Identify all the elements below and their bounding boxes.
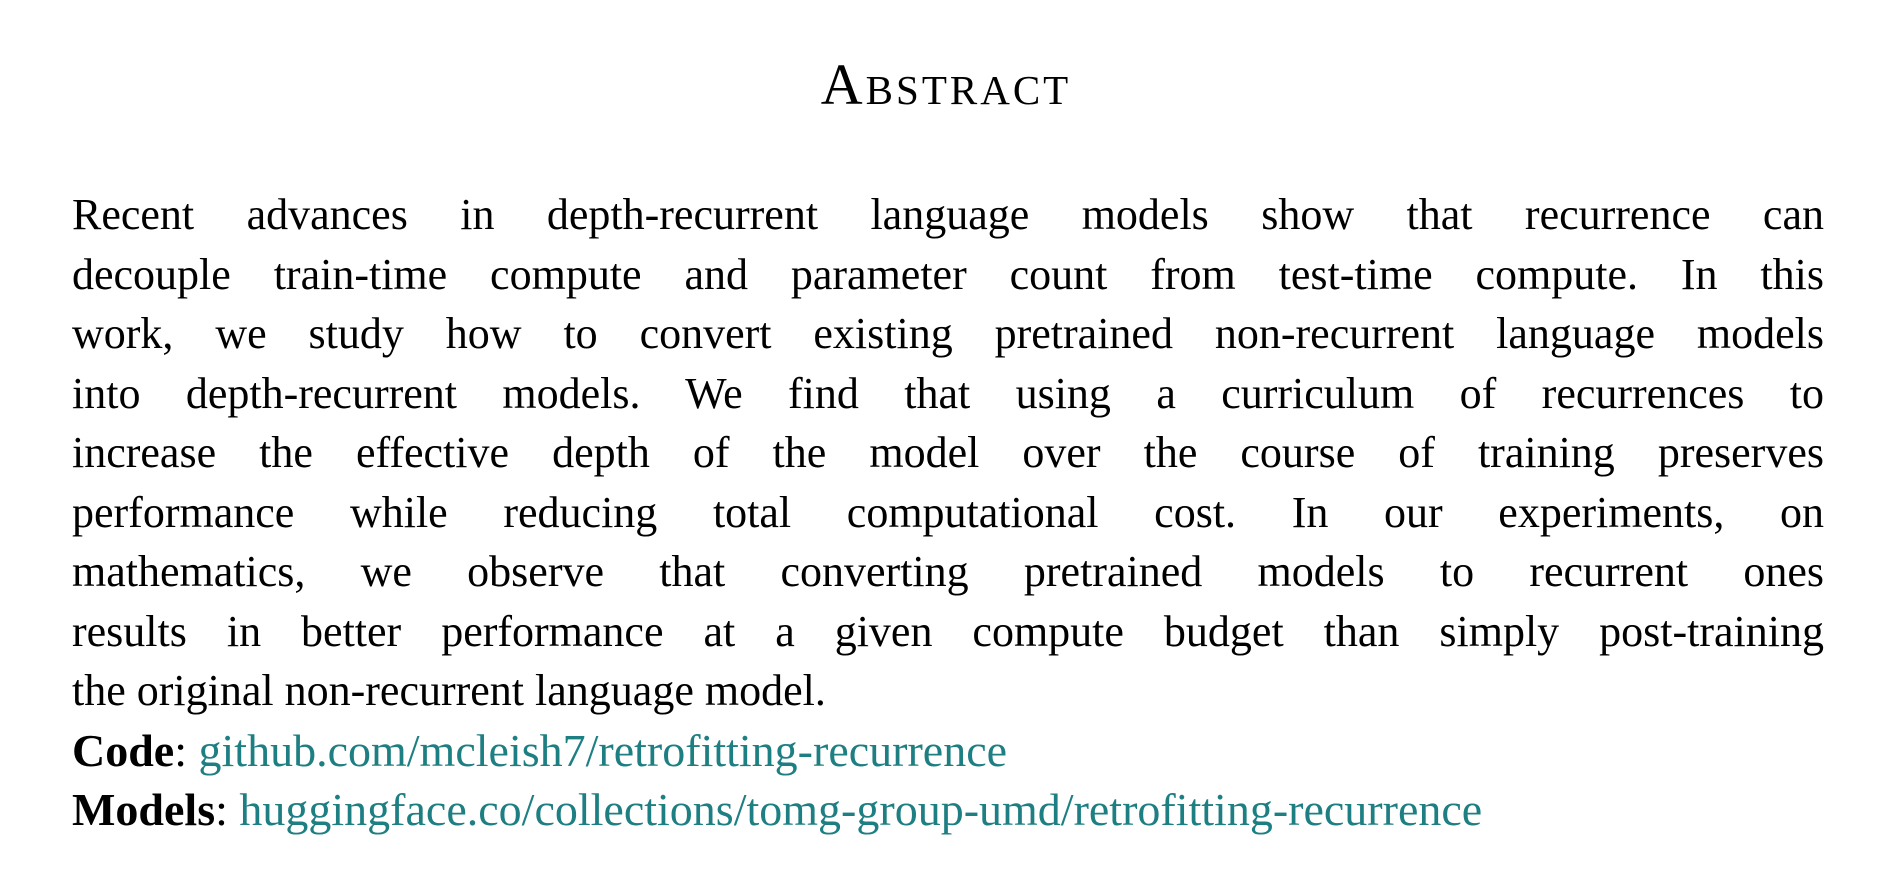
abstract-line: results in better performance at a given compute budget than simply post-training	[72, 606, 1824, 656]
models-link[interactable]: huggingface.co/collections/tomg-group-umd/retrofitting-recurrence	[239, 784, 1483, 835]
abstract-line: the original non-recurrent language model.	[72, 666, 826, 715]
abstract-line: work, we study how to convert existing pretrained non-recurrent language models	[72, 309, 1824, 358]
models-label: Models	[72, 784, 216, 835]
abstract-heading: Abstract	[820, 52, 1072, 117]
code-link-row	[72, 721, 1482, 780]
code-label: Code	[72, 725, 175, 776]
abstract-line: mathematics, we observe that converting pretrained models to recurrent ones	[72, 547, 1824, 596]
code-link[interactable]: github.com/mcleish7/retrofitting-recurrence	[198, 725, 1008, 776]
abstract-line: Recent advances in depth-recurrent language models show that recurrence can	[72, 190, 1824, 239]
models-link-row	[72, 780, 1482, 839]
abstract-body	[72, 185, 1824, 721]
code-separator: :	[174, 725, 199, 776]
abstract-line: performance while reducing total computational cost. In our experiments, on	[72, 487, 1824, 537]
resource-links	[72, 721, 1482, 839]
abstract-line: increase the effective depth of the model over the course of training preserves	[72, 428, 1824, 477]
abstract-line: decouple train-time compute and parameter count from test-time compute. In this	[72, 249, 1824, 299]
models-separator: :	[215, 784, 240, 835]
abstract-line: into depth-recurrent models. We find that using a curriculum of recurrences to	[72, 368, 1824, 418]
